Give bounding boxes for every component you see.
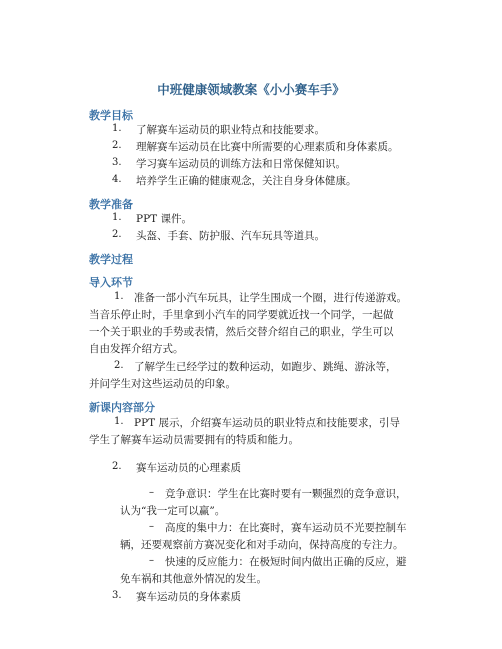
- document-title: 中班健康领域教案《小小赛车手》: [157, 82, 345, 97]
- list-number: 1.: [114, 416, 124, 427]
- section-heading-preparation: 教学准备: [89, 198, 133, 211]
- list-item: 了解赛车运动员的职业特点和技能要求。: [136, 124, 325, 136]
- list-item: 理解赛车运动员在比赛中所需要的心理素质和身体素质。: [136, 141, 399, 153]
- paragraph-line: 自由发挥介绍方式。: [89, 343, 184, 355]
- paragraph-line: 免车祸和其他意外情况的发生。: [120, 573, 267, 585]
- list-item: PPT 课件。: [136, 213, 192, 225]
- paragraph-line: 高度的集中力：在比赛时，赛车运动员不光要控制车: [165, 522, 407, 534]
- list-number: 1.: [112, 212, 122, 223]
- dash-bullet: –: [149, 487, 154, 498]
- paragraph-line: 一个关于职业的手势或表情，然后交替介绍自己的职业，学生可以: [89, 326, 394, 338]
- dash-bullet: –: [149, 555, 154, 566]
- subsection-heading-new-lesson: 新课内容部分: [89, 401, 155, 414]
- paragraph-line: 认为“我一定可以赢”。: [120, 505, 226, 517]
- paragraph-line: 并问学生对这些运动员的印象。: [89, 378, 236, 390]
- list-item: 头盔、手套、防护服、汽车玩具等道具。: [136, 230, 325, 242]
- list-item: 赛车运动员的心理素质: [136, 462, 241, 474]
- list-item: 学习赛车运动员的训练方法和日常保健知识。: [136, 158, 346, 170]
- paragraph-line: 辆，还要观察前方赛况变化和对手动向，保持高度的专注力。: [120, 539, 404, 551]
- list-number: 4.: [112, 174, 122, 185]
- list-item: 培养学生正确的健康观念，关注自身身体健康。: [136, 175, 357, 187]
- list-item: 赛车运动员的身体素质: [136, 591, 241, 603]
- paragraph-line: 学生了解赛车运动员需要拥有的特质和能力。: [89, 434, 299, 446]
- subsection-heading-intro: 导入环节: [89, 276, 133, 289]
- paragraph-line: 快速的反应能力：在极短时间内做出正确的反应，避: [165, 556, 407, 568]
- paragraph-line: 竞争意识：学生在比赛时要有一颗强烈的竞争意识，: [165, 488, 407, 500]
- dash-bullet: –: [149, 521, 154, 532]
- section-heading-process: 教学过程: [89, 253, 133, 266]
- paragraph-line: 当音乐停止时，手里拿到小汽车的同学要就近找一个同学，一起做: [89, 309, 394, 321]
- list-number: 1.: [112, 123, 122, 134]
- list-number: 3.: [112, 590, 122, 601]
- list-number: 3.: [112, 157, 122, 168]
- list-number: 2.: [112, 461, 122, 472]
- list-number: 2.: [112, 140, 122, 151]
- paragraph-line: 了解学生已经学过的数种运动，如跑步、跳绳、游泳等，: [134, 361, 397, 373]
- list-number: 2.: [114, 360, 124, 371]
- list-number: 1.: [114, 291, 124, 302]
- paragraph-line: 准备一部小汽车玩具，让学生围成一个圈，进行传递游戏。: [134, 292, 407, 304]
- list-number: 2.: [112, 229, 122, 240]
- section-heading-objectives: 教学目标: [89, 109, 133, 122]
- paragraph-line: PPT 展示，介绍赛车运动员的职业特点和技能要求，引导: [134, 417, 400, 429]
